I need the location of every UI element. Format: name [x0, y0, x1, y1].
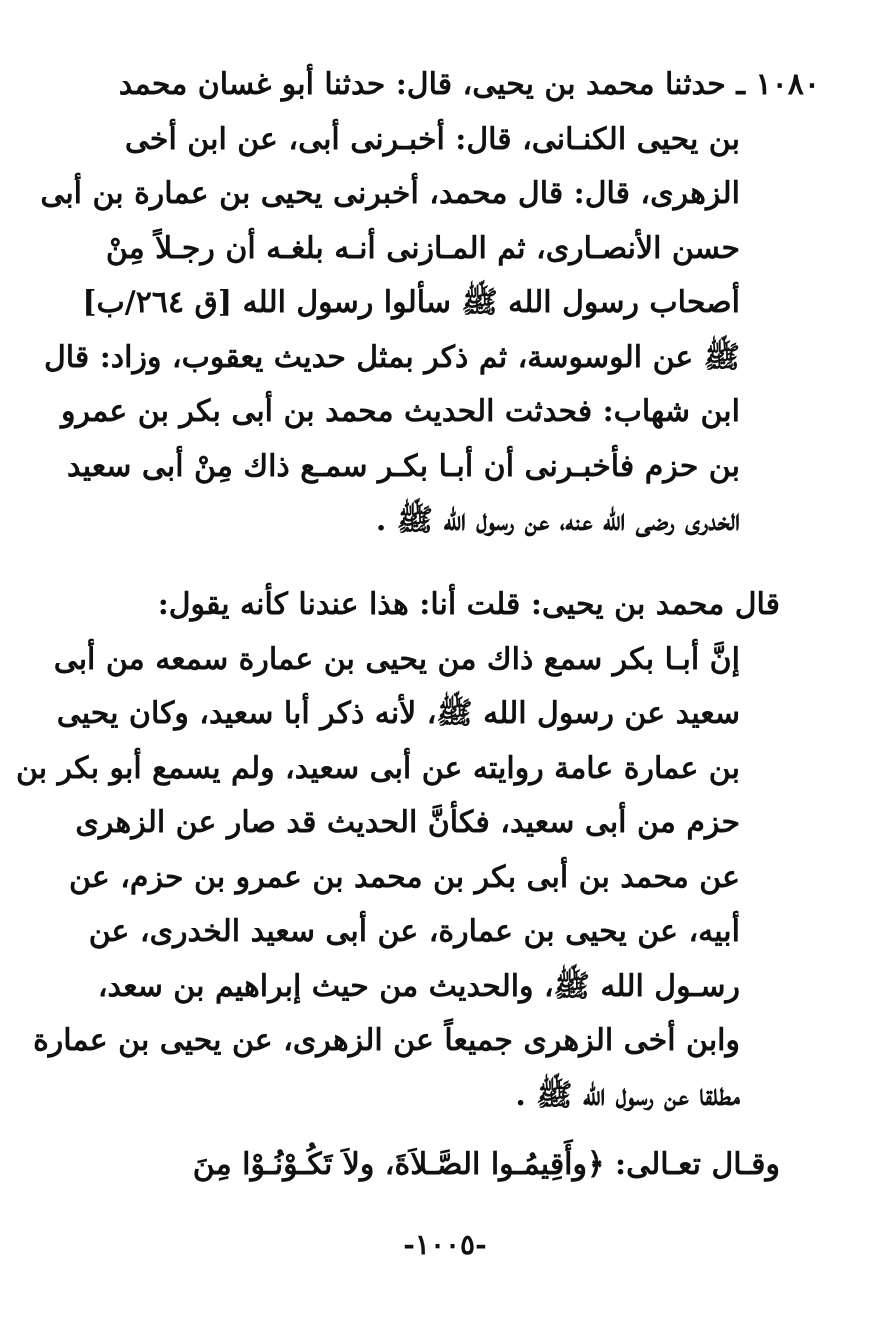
text-line: حسن الأنصـارى، ثم المـازنى أنـه بلغـه أن رجـلاً مِنْ [105, 230, 740, 266]
text-line: سعيد عن رسول الله ﷺ، لأنه ذكر أبا سعيد، وكان يحيى [56, 696, 740, 731]
commentary-paragraph [15, 578, 820, 1123]
text-line: الزهرى، قال: قال محمد، أخبرنى يحيى بن عمارة بن أبى [40, 176, 740, 211]
page-number: -١٠٠٥- [403, 1228, 487, 1261]
text-line: الخدرى رضى الله عنه، عن رسول الله ﷺ . [375, 503, 740, 538]
text-line: حدثنا محمد بن يحيى، قال: حدثنا أبو غسان محمد [118, 67, 726, 102]
text-line: قال محمد بن يحيى: قلت أنا: هذا عندنا كأنه يقول: [157, 587, 780, 622]
text-line: رسـول الله ﷺ، والحديث من حيث إبراهيم بن سعد، [97, 968, 740, 1004]
text-line: ابن شهاب: فحدثت الحديث محمد بن أبى بكر بن عمرو [61, 394, 740, 429]
text-line: بن عمارة عامة روايته عن أبى سعيد، ولم يسمع أبو بكر بن [15, 750, 740, 786]
hadith-paragraph [40, 58, 820, 549]
hadith-first-line [100, 58, 820, 113]
text-line: وابن أخى الزهرى جميعاً عن الزهرى، عن يحيى بن عمارة [33, 1023, 740, 1058]
next-section-paragraph [100, 1138, 820, 1193]
text-line: عن محمد بن أبى بكر بن محمد بن عمرو بن حزم، عن [69, 859, 740, 895]
hadith-separator: ـ [736, 67, 746, 102]
text-line: مطلقا عن رسول الله ﷺ . [515, 1077, 740, 1113]
text-line: بن حزم فأخبـرنى أن أبـا بكـر سمـع ذاك مِنْ أبى سعيد [67, 448, 740, 484]
hadith-number: ١٠٨٠ [755, 67, 820, 102]
text-line: حزم من أبى سعيد، فكأنَّ الحديث قد صار عن الزهرى [75, 805, 740, 840]
text-line: أصحاب رسول الله ﷺ سألوا رسول الله [ق ٢٦٤/ب] [82, 285, 740, 320]
text-line: إنَّ أبـا بكر سمع ذاك من يحيى بن عمارة سمعه من أبى [53, 641, 740, 677]
text-line: بن يحيى الكنـانى، قال: أخبـرنى أبى، عن ابن أخى [124, 121, 740, 157]
text-line: أبيه، عن يحيى بن عمارة، عن أبى سعيد الخدرى، عن [88, 914, 740, 949]
text-line: ﷺ عن الوسوسة، ثم ذكر بمثل حديث يعقوب، وزاد: قال [43, 339, 740, 375]
text-line: وقـال تعـالى: ﴿وأَقِيمُـوا الصَّـلاَةَ، ولاَ تَكُـوْنُـوْا مِنَ [192, 1147, 780, 1182]
